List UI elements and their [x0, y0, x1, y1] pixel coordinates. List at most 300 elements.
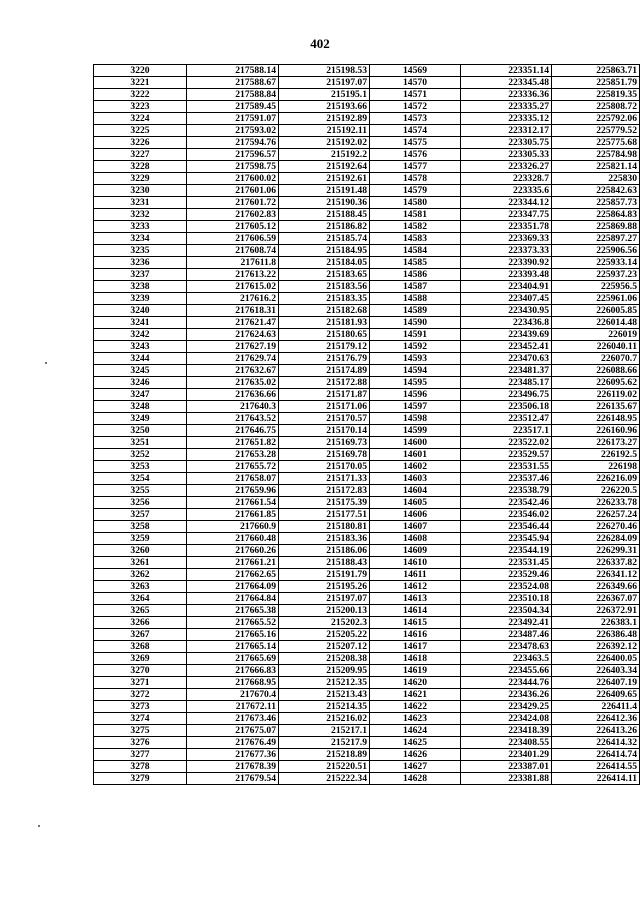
x-coordinate-b-cell: 223455.66: [461, 665, 552, 677]
point-number-a-cell: 3237: [94, 269, 187, 281]
x-coordinate-b-cell: 223478.63: [461, 641, 552, 653]
y-coordinate-a-cell: 215217.1: [279, 725, 370, 737]
y-coordinate-a-cell: 215186.06: [279, 545, 370, 557]
y-coordinate-b-cell: 226403.34: [552, 665, 640, 677]
y-coordinate-b-cell: 225869.88: [552, 221, 640, 233]
margin-mark: [38, 825, 40, 827]
x-coordinate-a-cell: 217643.52: [187, 413, 279, 425]
point-number-b-cell: 14592: [370, 341, 461, 353]
y-coordinate-b-cell: 226367.07: [552, 593, 640, 605]
x-coordinate-b-cell: 223444.76: [461, 677, 552, 689]
y-coordinate-b-cell: 226414.11: [552, 773, 640, 785]
y-coordinate-b-cell: 226400.05: [552, 653, 640, 665]
x-coordinate-b-cell: 223335.6: [461, 185, 552, 197]
x-coordinate-a-cell: 217658.07: [187, 473, 279, 485]
table-row: [94, 353, 640, 365]
y-coordinate-a-cell: 215180.65: [279, 329, 370, 341]
point-number-a-cell: 3266: [94, 617, 187, 629]
x-coordinate-b-cell: 223430.95: [461, 305, 552, 317]
point-number-b-cell: 14622: [370, 701, 461, 713]
x-coordinate-a-cell: 217594.76: [187, 137, 279, 149]
x-coordinate-b-cell: 223401.29: [461, 749, 552, 761]
x-coordinate-b-cell: 223418.39: [461, 725, 552, 737]
y-coordinate-b-cell: 226088.66: [552, 365, 640, 377]
y-coordinate-a-cell: 215208.38: [279, 653, 370, 665]
y-coordinate-b-cell: 226372.91: [552, 605, 640, 617]
point-number-a-cell: 3251: [94, 437, 187, 449]
point-number-b-cell: 14601: [370, 449, 461, 461]
x-coordinate-a-cell: 217640.3: [187, 401, 279, 413]
x-coordinate-a-cell: 217593.02: [187, 125, 279, 137]
y-coordinate-b-cell: 225851.79: [552, 77, 640, 89]
x-coordinate-a-cell: 217588.84: [187, 89, 279, 101]
y-coordinate-a-cell: 215209.95: [279, 665, 370, 677]
point-number-a-cell: 3276: [94, 737, 187, 749]
x-coordinate-a-cell: 217661.54: [187, 497, 279, 509]
y-coordinate-b-cell: 225842.63: [552, 185, 640, 197]
x-coordinate-b-cell: 223351.78: [461, 221, 552, 233]
table-row: [94, 569, 640, 581]
y-coordinate-b-cell: 226148.95: [552, 413, 640, 425]
x-coordinate-b-cell: 223487.46: [461, 629, 552, 641]
table-row: [94, 89, 640, 101]
y-coordinate-a-cell: 215213.43: [279, 689, 370, 701]
point-number-b-cell: 14606: [370, 509, 461, 521]
y-coordinate-a-cell: 215217.9: [279, 737, 370, 749]
point-number-b-cell: 14571: [370, 89, 461, 101]
x-coordinate-b-cell: 223344.12: [461, 197, 552, 209]
y-coordinate-b-cell: 226413.26: [552, 725, 640, 737]
table-row: [94, 761, 640, 773]
x-coordinate-a-cell: 217664.84: [187, 593, 279, 605]
y-coordinate-a-cell: 215212.35: [279, 677, 370, 689]
table-row: [94, 521, 640, 533]
x-coordinate-a-cell: 217596.57: [187, 149, 279, 161]
y-coordinate-b-cell: 225808.72: [552, 101, 640, 113]
y-coordinate-a-cell: 215197.07: [279, 593, 370, 605]
y-coordinate-b-cell: 225961.06: [552, 293, 640, 305]
table-row: [94, 713, 640, 725]
x-coordinate-a-cell: 217666.83: [187, 665, 279, 677]
x-coordinate-a-cell: 217601.06: [187, 185, 279, 197]
x-coordinate-a-cell: 217665.52: [187, 617, 279, 629]
point-number-a-cell: 3229: [94, 173, 187, 185]
point-number-b-cell: 14619: [370, 665, 461, 677]
x-coordinate-a-cell: 217636.66: [187, 389, 279, 401]
x-coordinate-b-cell: 223345.48: [461, 77, 552, 89]
y-coordinate-a-cell: 215191.48: [279, 185, 370, 197]
y-coordinate-b-cell: 225775.68: [552, 137, 640, 149]
point-number-b-cell: 14579: [370, 185, 461, 197]
x-coordinate-a-cell: 217588.67: [187, 77, 279, 89]
y-coordinate-b-cell: 226414.32: [552, 737, 640, 749]
y-coordinate-b-cell: 226383.1: [552, 617, 640, 629]
x-coordinate-b-cell: 223335.12: [461, 113, 552, 125]
x-coordinate-a-cell: 217616.2: [187, 293, 279, 305]
x-coordinate-a-cell: 217661.21: [187, 557, 279, 569]
point-number-a-cell: 3247: [94, 389, 187, 401]
table-row: [94, 617, 640, 629]
x-coordinate-b-cell: 223328.7: [461, 173, 552, 185]
point-number-a-cell: 3246: [94, 377, 187, 389]
x-coordinate-a-cell: 217678.39: [187, 761, 279, 773]
point-number-b-cell: 14616: [370, 629, 461, 641]
point-number-b-cell: 14627: [370, 761, 461, 773]
point-number-a-cell: 3278: [94, 761, 187, 773]
x-coordinate-b-cell: 223481.37: [461, 365, 552, 377]
table-row: [94, 485, 640, 497]
x-coordinate-b-cell: 223512.47: [461, 413, 552, 425]
point-number-a-cell: 3235: [94, 245, 187, 257]
y-coordinate-a-cell: 215222.34: [279, 773, 370, 785]
point-number-b-cell: 14590: [370, 317, 461, 329]
y-coordinate-b-cell: 226299.31: [552, 545, 640, 557]
table-row: [94, 269, 640, 281]
y-coordinate-b-cell: 225906.56: [552, 245, 640, 257]
x-coordinate-b-cell: 223542.46: [461, 497, 552, 509]
point-number-a-cell: 3257: [94, 509, 187, 521]
x-coordinate-a-cell: 217677.36: [187, 749, 279, 761]
y-coordinate-a-cell: 215192.89: [279, 113, 370, 125]
table-row: [94, 149, 640, 161]
point-number-a-cell: 3231: [94, 197, 187, 209]
x-coordinate-b-cell: 223470.63: [461, 353, 552, 365]
x-coordinate-a-cell: 217598.75: [187, 161, 279, 173]
y-coordinate-a-cell: 215175.39: [279, 497, 370, 509]
point-number-a-cell: 3248: [94, 401, 187, 413]
point-number-b-cell: 14580: [370, 197, 461, 209]
point-number-b-cell: 14577: [370, 161, 461, 173]
table-row: [94, 773, 640, 785]
point-number-a-cell: 3227: [94, 149, 187, 161]
x-coordinate-b-cell: 223510.18: [461, 593, 552, 605]
table-row: [94, 257, 640, 269]
y-coordinate-b-cell: 225819.35: [552, 89, 640, 101]
point-number-b-cell: 14587: [370, 281, 461, 293]
point-number-a-cell: 3270: [94, 665, 187, 677]
x-coordinate-a-cell: 217665.16: [187, 629, 279, 641]
point-number-b-cell: 14594: [370, 365, 461, 377]
point-number-a-cell: 3273: [94, 701, 187, 713]
x-coordinate-b-cell: 223429.25: [461, 701, 552, 713]
y-coordinate-a-cell: 215171.33: [279, 473, 370, 485]
table-row: [94, 653, 640, 665]
table-row: [94, 329, 640, 341]
coordinates-table: [93, 64, 640, 785]
point-number-a-cell: 3254: [94, 473, 187, 485]
y-coordinate-b-cell: 226192.5: [552, 449, 640, 461]
y-coordinate-b-cell: 226386.48: [552, 629, 640, 641]
point-number-b-cell: 14578: [370, 173, 461, 185]
x-coordinate-a-cell: 217606.59: [187, 233, 279, 245]
x-coordinate-b-cell: 223506.18: [461, 401, 552, 413]
y-coordinate-a-cell: 215214.35: [279, 701, 370, 713]
x-coordinate-a-cell: 217635.02: [187, 377, 279, 389]
x-coordinate-b-cell: 223517.1: [461, 425, 552, 437]
x-coordinate-a-cell: 217664.09: [187, 581, 279, 593]
y-coordinate-a-cell: 215191.79: [279, 569, 370, 581]
y-coordinate-b-cell: 226349.66: [552, 581, 640, 593]
x-coordinate-a-cell: 217624.63: [187, 329, 279, 341]
point-number-a-cell: 3256: [94, 497, 187, 509]
point-number-a-cell: 3241: [94, 317, 187, 329]
x-coordinate-a-cell: 217660.48: [187, 533, 279, 545]
x-coordinate-a-cell: 217608.74: [187, 245, 279, 257]
x-coordinate-b-cell: 223387.01: [461, 761, 552, 773]
point-number-a-cell: 3232: [94, 209, 187, 221]
point-number-b-cell: 14611: [370, 569, 461, 581]
table-row: [94, 185, 640, 197]
y-coordinate-b-cell: 226220.5: [552, 485, 640, 497]
point-number-b-cell: 14610: [370, 557, 461, 569]
y-coordinate-b-cell: 226257.24: [552, 509, 640, 521]
y-coordinate-a-cell: 215172.83: [279, 485, 370, 497]
x-coordinate-a-cell: 217646.75: [187, 425, 279, 437]
x-coordinate-b-cell: 223424.08: [461, 713, 552, 725]
y-coordinate-b-cell: 226414.55: [552, 761, 640, 773]
x-coordinate-a-cell: 217591.07: [187, 113, 279, 125]
point-number-a-cell: 3264: [94, 593, 187, 605]
y-coordinate-a-cell: 215195.1: [279, 89, 370, 101]
table-row: [94, 221, 640, 233]
y-coordinate-a-cell: 215183.56: [279, 281, 370, 293]
point-number-a-cell: 3220: [94, 65, 187, 77]
table-row: [94, 581, 640, 593]
x-coordinate-b-cell: 223351.14: [461, 65, 552, 77]
y-coordinate-a-cell: 215188.43: [279, 557, 370, 569]
x-coordinate-a-cell: 217605.12: [187, 221, 279, 233]
table-row: [94, 305, 640, 317]
y-coordinate-a-cell: 215183.36: [279, 533, 370, 545]
table-row: [94, 545, 640, 557]
point-number-b-cell: 14623: [370, 713, 461, 725]
y-coordinate-a-cell: 215170.14: [279, 425, 370, 437]
point-number-b-cell: 14585: [370, 257, 461, 269]
y-coordinate-b-cell: 226409.65: [552, 689, 640, 701]
point-number-b-cell: 14595: [370, 377, 461, 389]
x-coordinate-a-cell: 217672.11: [187, 701, 279, 713]
point-number-a-cell: 3233: [94, 221, 187, 233]
x-coordinate-b-cell: 223335.27: [461, 101, 552, 113]
x-coordinate-b-cell: 223381.88: [461, 773, 552, 785]
y-coordinate-a-cell: 215169.73: [279, 437, 370, 449]
y-coordinate-b-cell: 226019: [552, 329, 640, 341]
y-coordinate-b-cell: 225933.14: [552, 257, 640, 269]
y-coordinate-a-cell: 215184.95: [279, 245, 370, 257]
y-coordinate-b-cell: 226216.09: [552, 473, 640, 485]
x-coordinate-b-cell: 223538.79: [461, 485, 552, 497]
table-row: [94, 749, 640, 761]
y-coordinate-b-cell: 226411.4: [552, 701, 640, 713]
y-coordinate-b-cell: 226270.46: [552, 521, 640, 533]
x-coordinate-b-cell: 223407.45: [461, 293, 552, 305]
y-coordinate-a-cell: 215186.82: [279, 221, 370, 233]
y-coordinate-b-cell: 225857.73: [552, 197, 640, 209]
x-coordinate-a-cell: 217589.45: [187, 101, 279, 113]
x-coordinate-a-cell: 217653.28: [187, 449, 279, 461]
y-coordinate-a-cell: 215207.12: [279, 641, 370, 653]
y-coordinate-a-cell: 215188.45: [279, 209, 370, 221]
table-row: [94, 65, 640, 77]
point-number-a-cell: 3245: [94, 365, 187, 377]
table-row: [94, 77, 640, 89]
point-number-b-cell: 14603: [370, 473, 461, 485]
table-row: [94, 473, 640, 485]
point-number-b-cell: 14600: [370, 437, 461, 449]
point-number-b-cell: 14625: [370, 737, 461, 749]
point-number-b-cell: 14607: [370, 521, 461, 533]
x-coordinate-a-cell: 217613.22: [187, 269, 279, 281]
table-row: [94, 533, 640, 545]
point-number-a-cell: 3274: [94, 713, 187, 725]
x-coordinate-b-cell: 223452.41: [461, 341, 552, 353]
x-coordinate-b-cell: 223546.02: [461, 509, 552, 521]
point-number-a-cell: 3277: [94, 749, 187, 761]
point-number-b-cell: 14614: [370, 605, 461, 617]
y-coordinate-b-cell: 225937.23: [552, 269, 640, 281]
point-number-a-cell: 3260: [94, 545, 187, 557]
point-number-b-cell: 14618: [370, 653, 461, 665]
table-row: [94, 605, 640, 617]
point-number-a-cell: 3249: [94, 413, 187, 425]
point-number-a-cell: 3252: [94, 449, 187, 461]
point-number-b-cell: 14584: [370, 245, 461, 257]
y-coordinate-a-cell: 215179.12: [279, 341, 370, 353]
point-number-a-cell: 3230: [94, 185, 187, 197]
y-coordinate-a-cell: 215172.88: [279, 377, 370, 389]
y-coordinate-b-cell: 226407.19: [552, 677, 640, 689]
point-number-b-cell: 14624: [370, 725, 461, 737]
y-coordinate-b-cell: 225830: [552, 173, 640, 185]
x-coordinate-b-cell: 223369.33: [461, 233, 552, 245]
table-row: [94, 137, 640, 149]
x-coordinate-a-cell: 217601.72: [187, 197, 279, 209]
table-row: [94, 101, 640, 113]
point-number-b-cell: 14599: [370, 425, 461, 437]
y-coordinate-b-cell: 226160.96: [552, 425, 640, 437]
point-number-b-cell: 14620: [370, 677, 461, 689]
y-coordinate-a-cell: 215183.35: [279, 293, 370, 305]
x-coordinate-a-cell: 217675.07: [187, 725, 279, 737]
table-row: [94, 593, 640, 605]
y-coordinate-a-cell: 215183.65: [279, 269, 370, 281]
x-coordinate-a-cell: 217588.14: [187, 65, 279, 77]
x-coordinate-b-cell: 223373.33: [461, 245, 552, 257]
y-coordinate-b-cell: 226119.02: [552, 389, 640, 401]
x-coordinate-b-cell: 223393.48: [461, 269, 552, 281]
point-number-b-cell: 14593: [370, 353, 461, 365]
y-coordinate-a-cell: 215192.02: [279, 137, 370, 149]
y-coordinate-a-cell: 215197.07: [279, 77, 370, 89]
y-coordinate-b-cell: 226284.09: [552, 533, 640, 545]
coordinates-table-body: [94, 65, 640, 785]
y-coordinate-b-cell: 226095.62: [552, 377, 640, 389]
y-coordinate-a-cell: 215190.36: [279, 197, 370, 209]
y-coordinate-a-cell: 215205.22: [279, 629, 370, 641]
table-row: [94, 113, 640, 125]
x-coordinate-a-cell: 217673.46: [187, 713, 279, 725]
y-coordinate-a-cell: 215202.3: [279, 617, 370, 629]
x-coordinate-b-cell: 223537.46: [461, 473, 552, 485]
point-number-b-cell: 14615: [370, 617, 461, 629]
y-coordinate-a-cell: 215200.13: [279, 605, 370, 617]
x-coordinate-b-cell: 223404.91: [461, 281, 552, 293]
x-coordinate-b-cell: 223529.57: [461, 449, 552, 461]
point-number-a-cell: 3236: [94, 257, 187, 269]
x-coordinate-b-cell: 223436.8: [461, 317, 552, 329]
point-number-a-cell: 3269: [94, 653, 187, 665]
table-row: [94, 389, 640, 401]
table-row: [94, 437, 640, 449]
point-number-b-cell: 14572: [370, 101, 461, 113]
table-row: [94, 341, 640, 353]
margin-mark: [45, 362, 47, 364]
y-coordinate-a-cell: 215180.81: [279, 521, 370, 533]
point-number-b-cell: 14604: [370, 485, 461, 497]
y-coordinate-a-cell: 215220.51: [279, 761, 370, 773]
table-row: [94, 173, 640, 185]
table-row: [94, 197, 640, 209]
x-coordinate-b-cell: 223529.46: [461, 569, 552, 581]
table-row: [94, 461, 640, 473]
point-number-a-cell: 3263: [94, 581, 187, 593]
point-number-b-cell: 14605: [370, 497, 461, 509]
x-coordinate-a-cell: 217665.14: [187, 641, 279, 653]
point-number-b-cell: 14628: [370, 773, 461, 785]
y-coordinate-b-cell: 226412.36: [552, 713, 640, 725]
table-row: [94, 509, 640, 521]
x-coordinate-a-cell: 217661.85: [187, 509, 279, 521]
point-number-a-cell: 3258: [94, 521, 187, 533]
y-coordinate-b-cell: 226337.82: [552, 557, 640, 569]
y-coordinate-b-cell: 226233.78: [552, 497, 640, 509]
x-coordinate-a-cell: 217611.8: [187, 257, 279, 269]
x-coordinate-a-cell: 217632.67: [187, 365, 279, 377]
x-coordinate-b-cell: 223347.75: [461, 209, 552, 221]
y-coordinate-a-cell: 215171.87: [279, 389, 370, 401]
table-row: [94, 737, 640, 749]
point-number-a-cell: 3259: [94, 533, 187, 545]
y-coordinate-a-cell: 215185.74: [279, 233, 370, 245]
point-number-b-cell: 14589: [370, 305, 461, 317]
point-number-a-cell: 3234: [94, 233, 187, 245]
point-number-b-cell: 14570: [370, 77, 461, 89]
x-coordinate-a-cell: 217651.82: [187, 437, 279, 449]
table-row: [94, 725, 640, 737]
table-row: [94, 413, 640, 425]
x-coordinate-b-cell: 223544.19: [461, 545, 552, 557]
table-row: [94, 233, 640, 245]
point-number-a-cell: 3226: [94, 137, 187, 149]
point-number-a-cell: 3272: [94, 689, 187, 701]
y-coordinate-b-cell: 225779.52: [552, 125, 640, 137]
y-coordinate-b-cell: 226040.11: [552, 341, 640, 353]
y-coordinate-a-cell: 215170.05: [279, 461, 370, 473]
x-coordinate-b-cell: 223546.44: [461, 521, 552, 533]
point-number-b-cell: 14573: [370, 113, 461, 125]
point-number-b-cell: 14598: [370, 413, 461, 425]
x-coordinate-b-cell: 223524.08: [461, 581, 552, 593]
point-number-b-cell: 14626: [370, 749, 461, 761]
x-coordinate-a-cell: 217659.96: [187, 485, 279, 497]
point-number-a-cell: 3255: [94, 485, 187, 497]
point-number-a-cell: 3275: [94, 725, 187, 737]
x-coordinate-b-cell: 223390.92: [461, 257, 552, 269]
y-coordinate-a-cell: 215184.05: [279, 257, 370, 269]
y-coordinate-a-cell: 215182.68: [279, 305, 370, 317]
point-number-a-cell: 3242: [94, 329, 187, 341]
x-coordinate-b-cell: 223545.94: [461, 533, 552, 545]
